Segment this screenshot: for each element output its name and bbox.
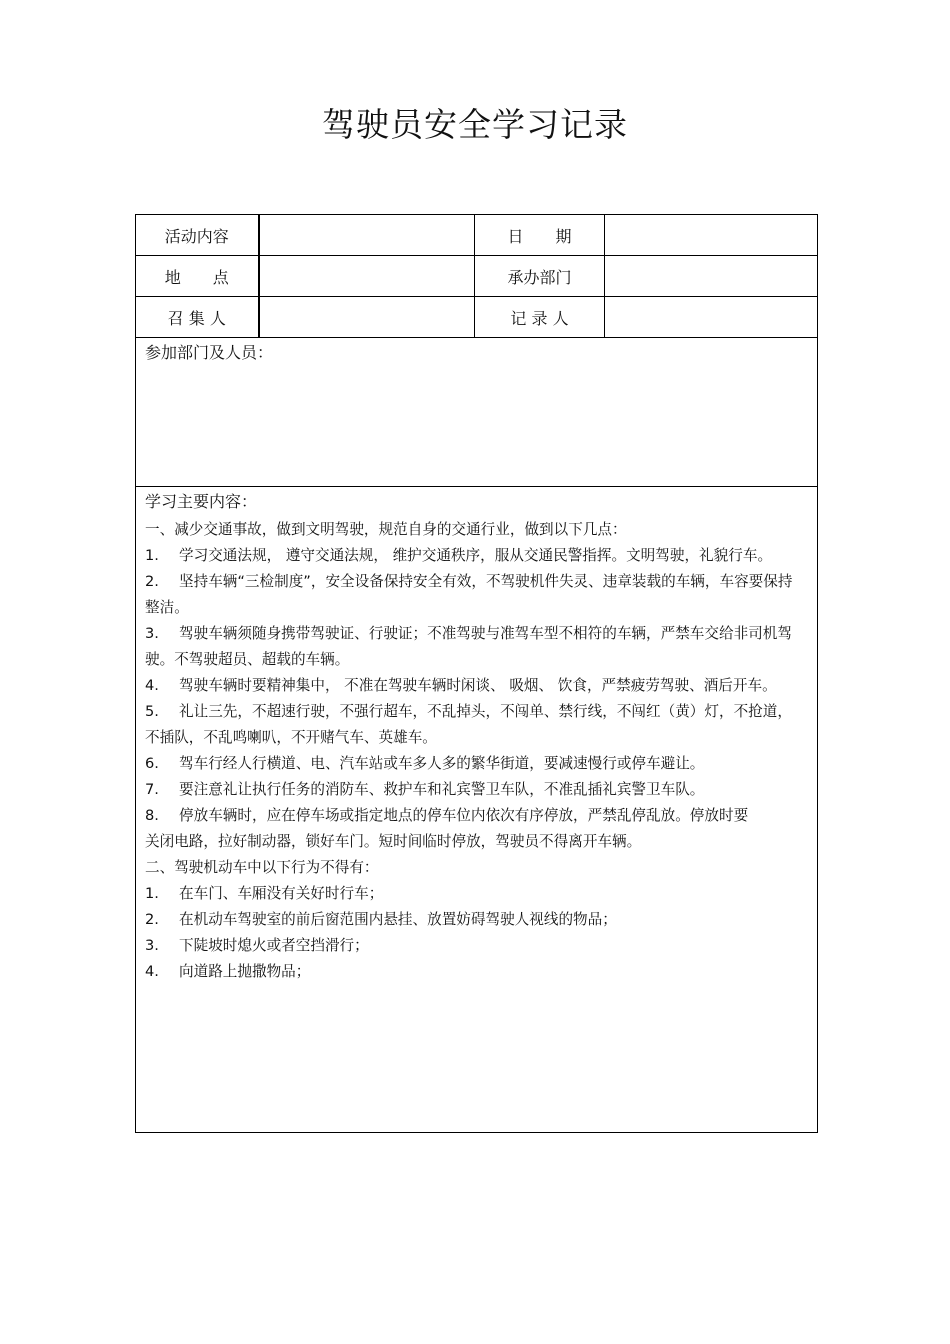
content-line (145, 621, 805, 673)
content-line (145, 829, 805, 855)
content-line (145, 699, 805, 751)
item-number: 4. (145, 677, 159, 694)
study-content-heading: 学习主要内容： (145, 492, 258, 511)
study-content-lines (145, 517, 805, 985)
item-text: 一、减少交通事故，做到文明驾驶，规范自身的交通行业，做到以下几点： (145, 521, 627, 538)
item-text: 向道路上抛撒物品； (179, 963, 311, 980)
item-number: 4. (145, 963, 159, 980)
organizer-dept-field[interactable] (605, 256, 818, 297)
item-text: 停放车辆时，应在停车场或指定地点的停车位内依次有序停放，严禁乱停乱放。停放时要 (179, 807, 749, 824)
item-text: 坚持车辆“三检制度”，安全设备保持安全有效，不驾驶机件失灵、违章装载的车辆，车容要保持整洁。 (145, 573, 793, 616)
location-label: 地 点 (136, 256, 259, 297)
content-line (145, 959, 805, 985)
form-row-activity (136, 215, 818, 256)
content-line (145, 569, 805, 621)
item-number: 7. (145, 781, 159, 798)
content-line (145, 751, 805, 777)
item-text: 要注意礼让执行任务的消防车、救护车和礼宾警卫车队，不准乱插礼宾警卫车队。 (179, 781, 705, 798)
page-title: 驾驶员安全学习记录 (322, 105, 628, 144)
content-line (145, 907, 805, 933)
item-number: 8. (145, 807, 159, 824)
item-text: 下陡坡时熄火或者空挡滑行； (179, 937, 369, 954)
content-line (145, 803, 805, 829)
item-number: 5. (145, 703, 159, 720)
item-number: 3. (145, 625, 159, 642)
record-form-table (135, 214, 818, 1133)
content-line (145, 517, 805, 543)
date-label: 日 期 (475, 215, 605, 256)
content-line (145, 777, 805, 803)
study-content (136, 487, 817, 985)
location-field[interactable] (259, 256, 475, 297)
organizer-dept-label: 承办部门 (475, 256, 605, 297)
item-text: 驾驶车辆须随身携带驾驶证、行驶证；不准驾驶与准驾车型不相符的车辆，严禁车交给非司机驾驶。不驾驶超员、超载的车辆。 (145, 625, 792, 668)
study-content-cell (136, 487, 818, 1133)
convener-label: 召 集 人 (136, 297, 259, 338)
form-row-convener (136, 297, 818, 338)
item-text: 二、驾驶机动车中以下行为不得有： (145, 859, 379, 876)
content-line (145, 933, 805, 959)
form-row-participants (136, 338, 818, 487)
item-text: 驾车行经人行横道、电、汽车站或车多人多的繁华街道，要减速慢行或停车避让。 (179, 755, 705, 772)
participants-label: 参加部门及人员： (145, 343, 274, 362)
item-text: 学习交通法规， 遵守交通法规， 维护交通秩序，服从交通民警指挥。文明驾驶，礼貌行车。 (179, 547, 773, 564)
item-number: 3. (145, 937, 159, 954)
date-field[interactable] (605, 215, 818, 256)
activity-label: 活动内容 (136, 215, 259, 256)
item-number: 1. (145, 885, 159, 902)
item-text: 礼让三先，不超速行驶，不强行超车，不乱掉头，不闯单、禁行线，不闯红（黄）灯，不抢道，不插队，不乱鸣喇叭，不开赌气车、英雄车。 (145, 703, 792, 746)
item-number: 1. (145, 547, 159, 564)
content-line (145, 881, 805, 907)
content-line (145, 543, 805, 569)
content-line (145, 855, 805, 881)
item-number: 2. (145, 911, 159, 928)
convener-field[interactable] (259, 297, 475, 338)
content-line (145, 673, 805, 699)
item-number: 2. (145, 573, 159, 590)
activity-field[interactable] (259, 215, 475, 256)
form-row-content (136, 487, 818, 1133)
item-text: 关闭电路，拉好制动器，锁好车门。短时间临时停放，驾驶员不得离开车辆。 (145, 833, 642, 850)
item-text: 在车门、车厢没有关好时行车； (179, 885, 384, 902)
recorder-field[interactable] (605, 297, 818, 338)
item-text: 驾驶车辆时要精神集中， 不准在驾驶车辆时闲谈、 吸烟、 饮食，严禁疲劳驾驶、酒后开车。 (179, 677, 777, 694)
participants-cell[interactable] (136, 338, 818, 487)
recorder-label: 记 录 人 (475, 297, 605, 338)
item-text: 在机动车驾驶室的前后窗范围内悬挂、放置妨碍驾驶人视线的物品； (179, 911, 617, 928)
item-number: 6. (145, 755, 159, 772)
form-row-location (136, 256, 818, 297)
